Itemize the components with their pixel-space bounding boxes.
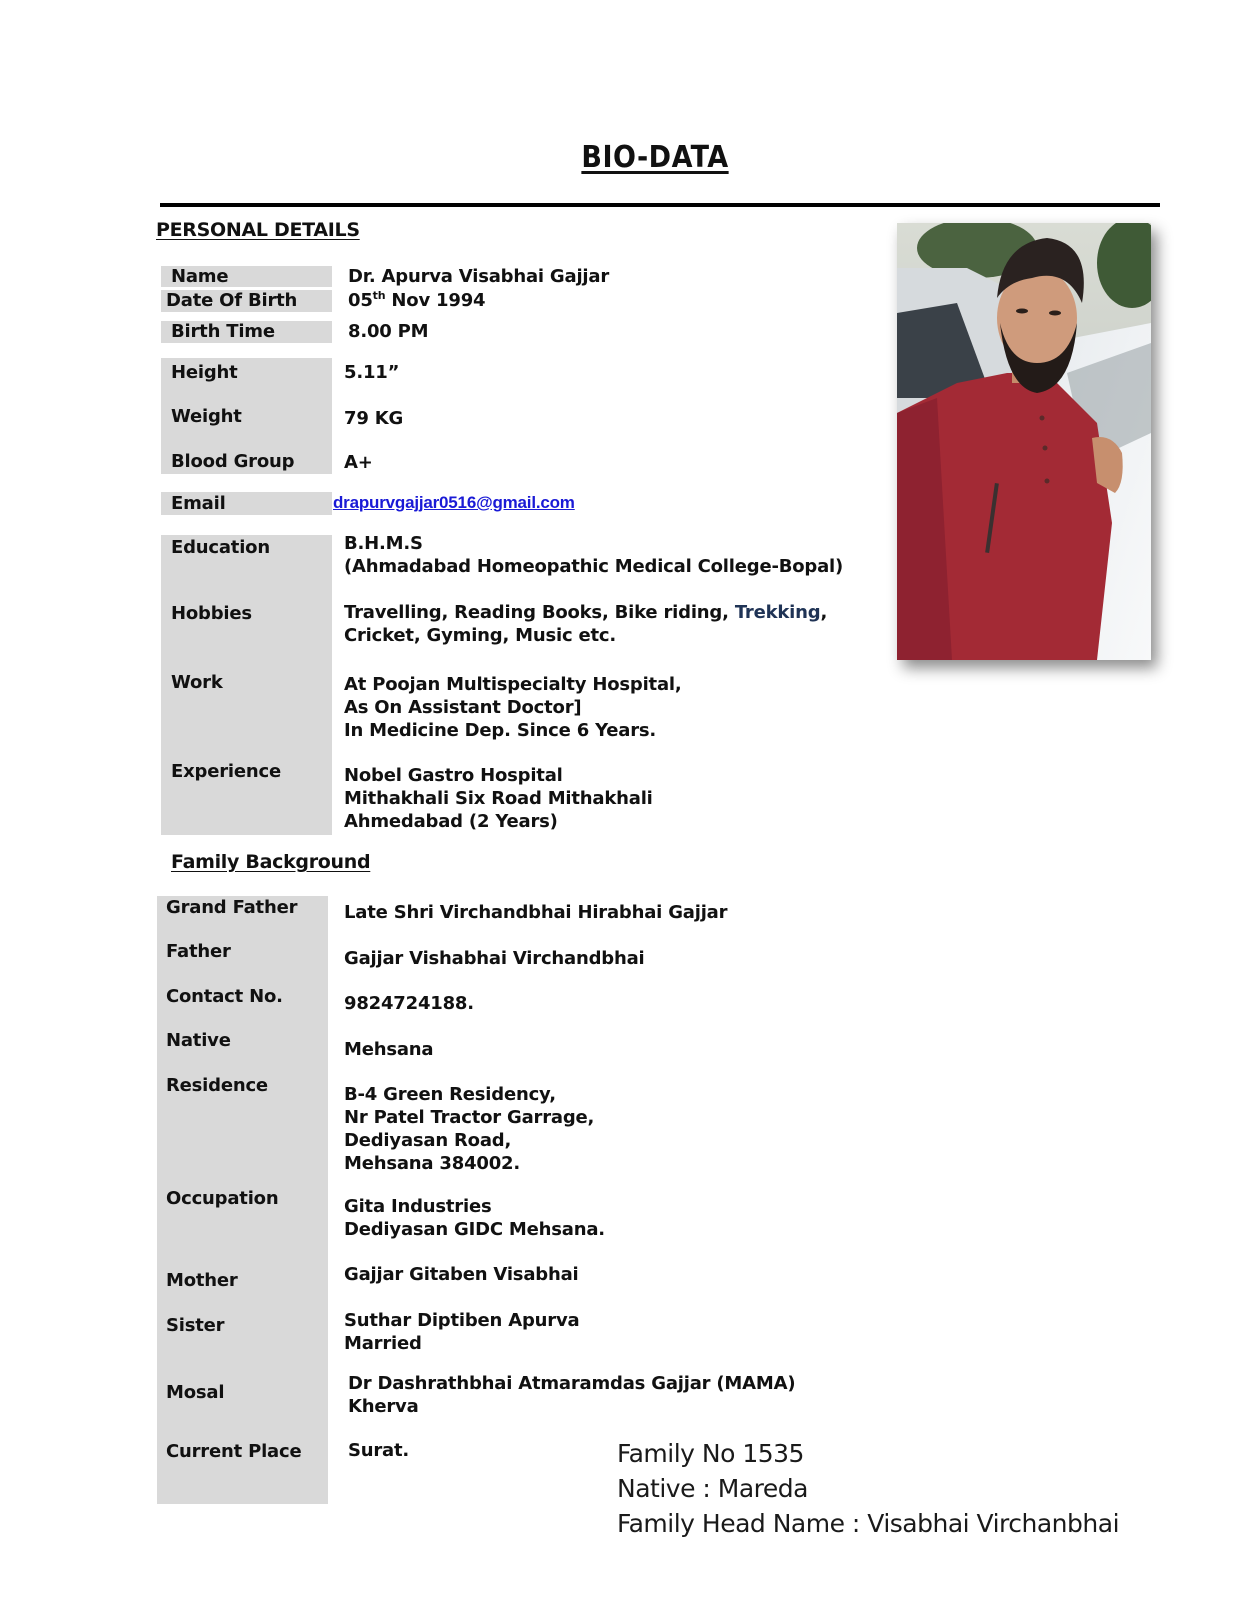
sister-label: Sister — [166, 1315, 225, 1336]
family-background-heading: Family Background — [171, 851, 371, 873]
grand-father-value: Late Shri Virchandbhai Hirabhai Gajjar — [344, 902, 728, 923]
footer-family-note — [617, 1436, 1119, 1541]
mosal-label: Mosal — [166, 1382, 225, 1403]
name-value: Dr. Apurva Visabhai Gajjar — [348, 266, 610, 287]
father-value: Gajjar Vishabhai Virchandbhai — [344, 948, 645, 969]
weight-value: 79 KG — [344, 408, 404, 429]
title-divider — [160, 203, 1160, 207]
profile-photo-illustration — [897, 223, 1151, 660]
residence-label: Residence — [166, 1075, 268, 1096]
birth-time-label: Birth Time — [171, 321, 275, 342]
family-head-name: Family Head Name : Visabhai Virchanbhai — [617, 1509, 1120, 1538]
weight-label: Weight — [171, 406, 242, 427]
sister-value: Suthar Diptiben Apurva Married — [344, 1310, 580, 1354]
contact-label: Contact No. — [166, 986, 283, 1007]
occupation-label: Occupation — [166, 1188, 279, 1209]
family-number: Family No 1535 — [617, 1439, 804, 1468]
mother-value: Gajjar Gitaben Visabhai — [344, 1264, 579, 1285]
blood-group-label: Blood Group — [171, 451, 295, 472]
native-value: Mehsana — [344, 1039, 434, 1060]
height-value: 5.11” — [344, 362, 400, 383]
birth-time-value: 8.00 PM — [348, 321, 429, 342]
grand-father-label: Grand Father — [166, 897, 298, 918]
dob-value: 05th Nov 1994 — [348, 289, 486, 311]
email-link[interactable]: drapurvgajjar0516@gmail.com — [333, 493, 575, 512]
personal-details-heading: PERSONAL DETAILS — [156, 219, 360, 241]
hobbies-label: Hobbies — [171, 603, 252, 624]
experience-label: Experience — [171, 761, 281, 782]
work-label: Work — [171, 672, 223, 693]
current-place-value: Surat. — [348, 1440, 410, 1461]
name-label: Name — [171, 266, 229, 287]
email-label: Email — [171, 493, 226, 514]
residence-value: B-4 Green Residency, Nr Patel Tractor Garrage, Dediyasan Road, Mehsana 384002. — [344, 1084, 595, 1174]
hobbies-value: Travelling, Reading Books, Bike riding, Trekking, Cricket, Gyming, Music etc. — [344, 602, 828, 646]
profile-photo — [897, 223, 1151, 660]
experience-value: Nobel Gastro Hospital Mithakhali Six Road Mithakhali Ahmedabad (2 Years) — [344, 765, 653, 832]
blood-group-value: A+ — [344, 452, 373, 473]
father-label: Father — [166, 941, 231, 962]
family-native: Native : Mareda — [617, 1474, 808, 1503]
mother-label: Mother — [166, 1270, 238, 1291]
dob-label: Date Of Birth — [166, 290, 298, 311]
work-value: At Poojan Multispecialty Hospital, As On Assistant Doctor] In Medicine Dep. Since 6 Years. — [344, 674, 682, 741]
height-label: Height — [171, 362, 238, 383]
mosal-value: Dr Dashrathbhai Atmaramdas Gajjar (MAMA) Kherva — [348, 1373, 796, 1417]
occupation-value: Gita Industries Dediyasan GIDC Mehsana. — [344, 1196, 605, 1240]
education-value: B.H.M.S (Ahmadabad Homeopathic Medical College-Bopal) — [344, 533, 844, 577]
education-label: Education — [171, 537, 270, 558]
native-label: Native — [166, 1030, 231, 1051]
current-place-label: Current Place — [166, 1441, 302, 1462]
page-title: BIO-DATA — [581, 140, 729, 175]
contact-value: 9824724188. — [344, 993, 474, 1014]
